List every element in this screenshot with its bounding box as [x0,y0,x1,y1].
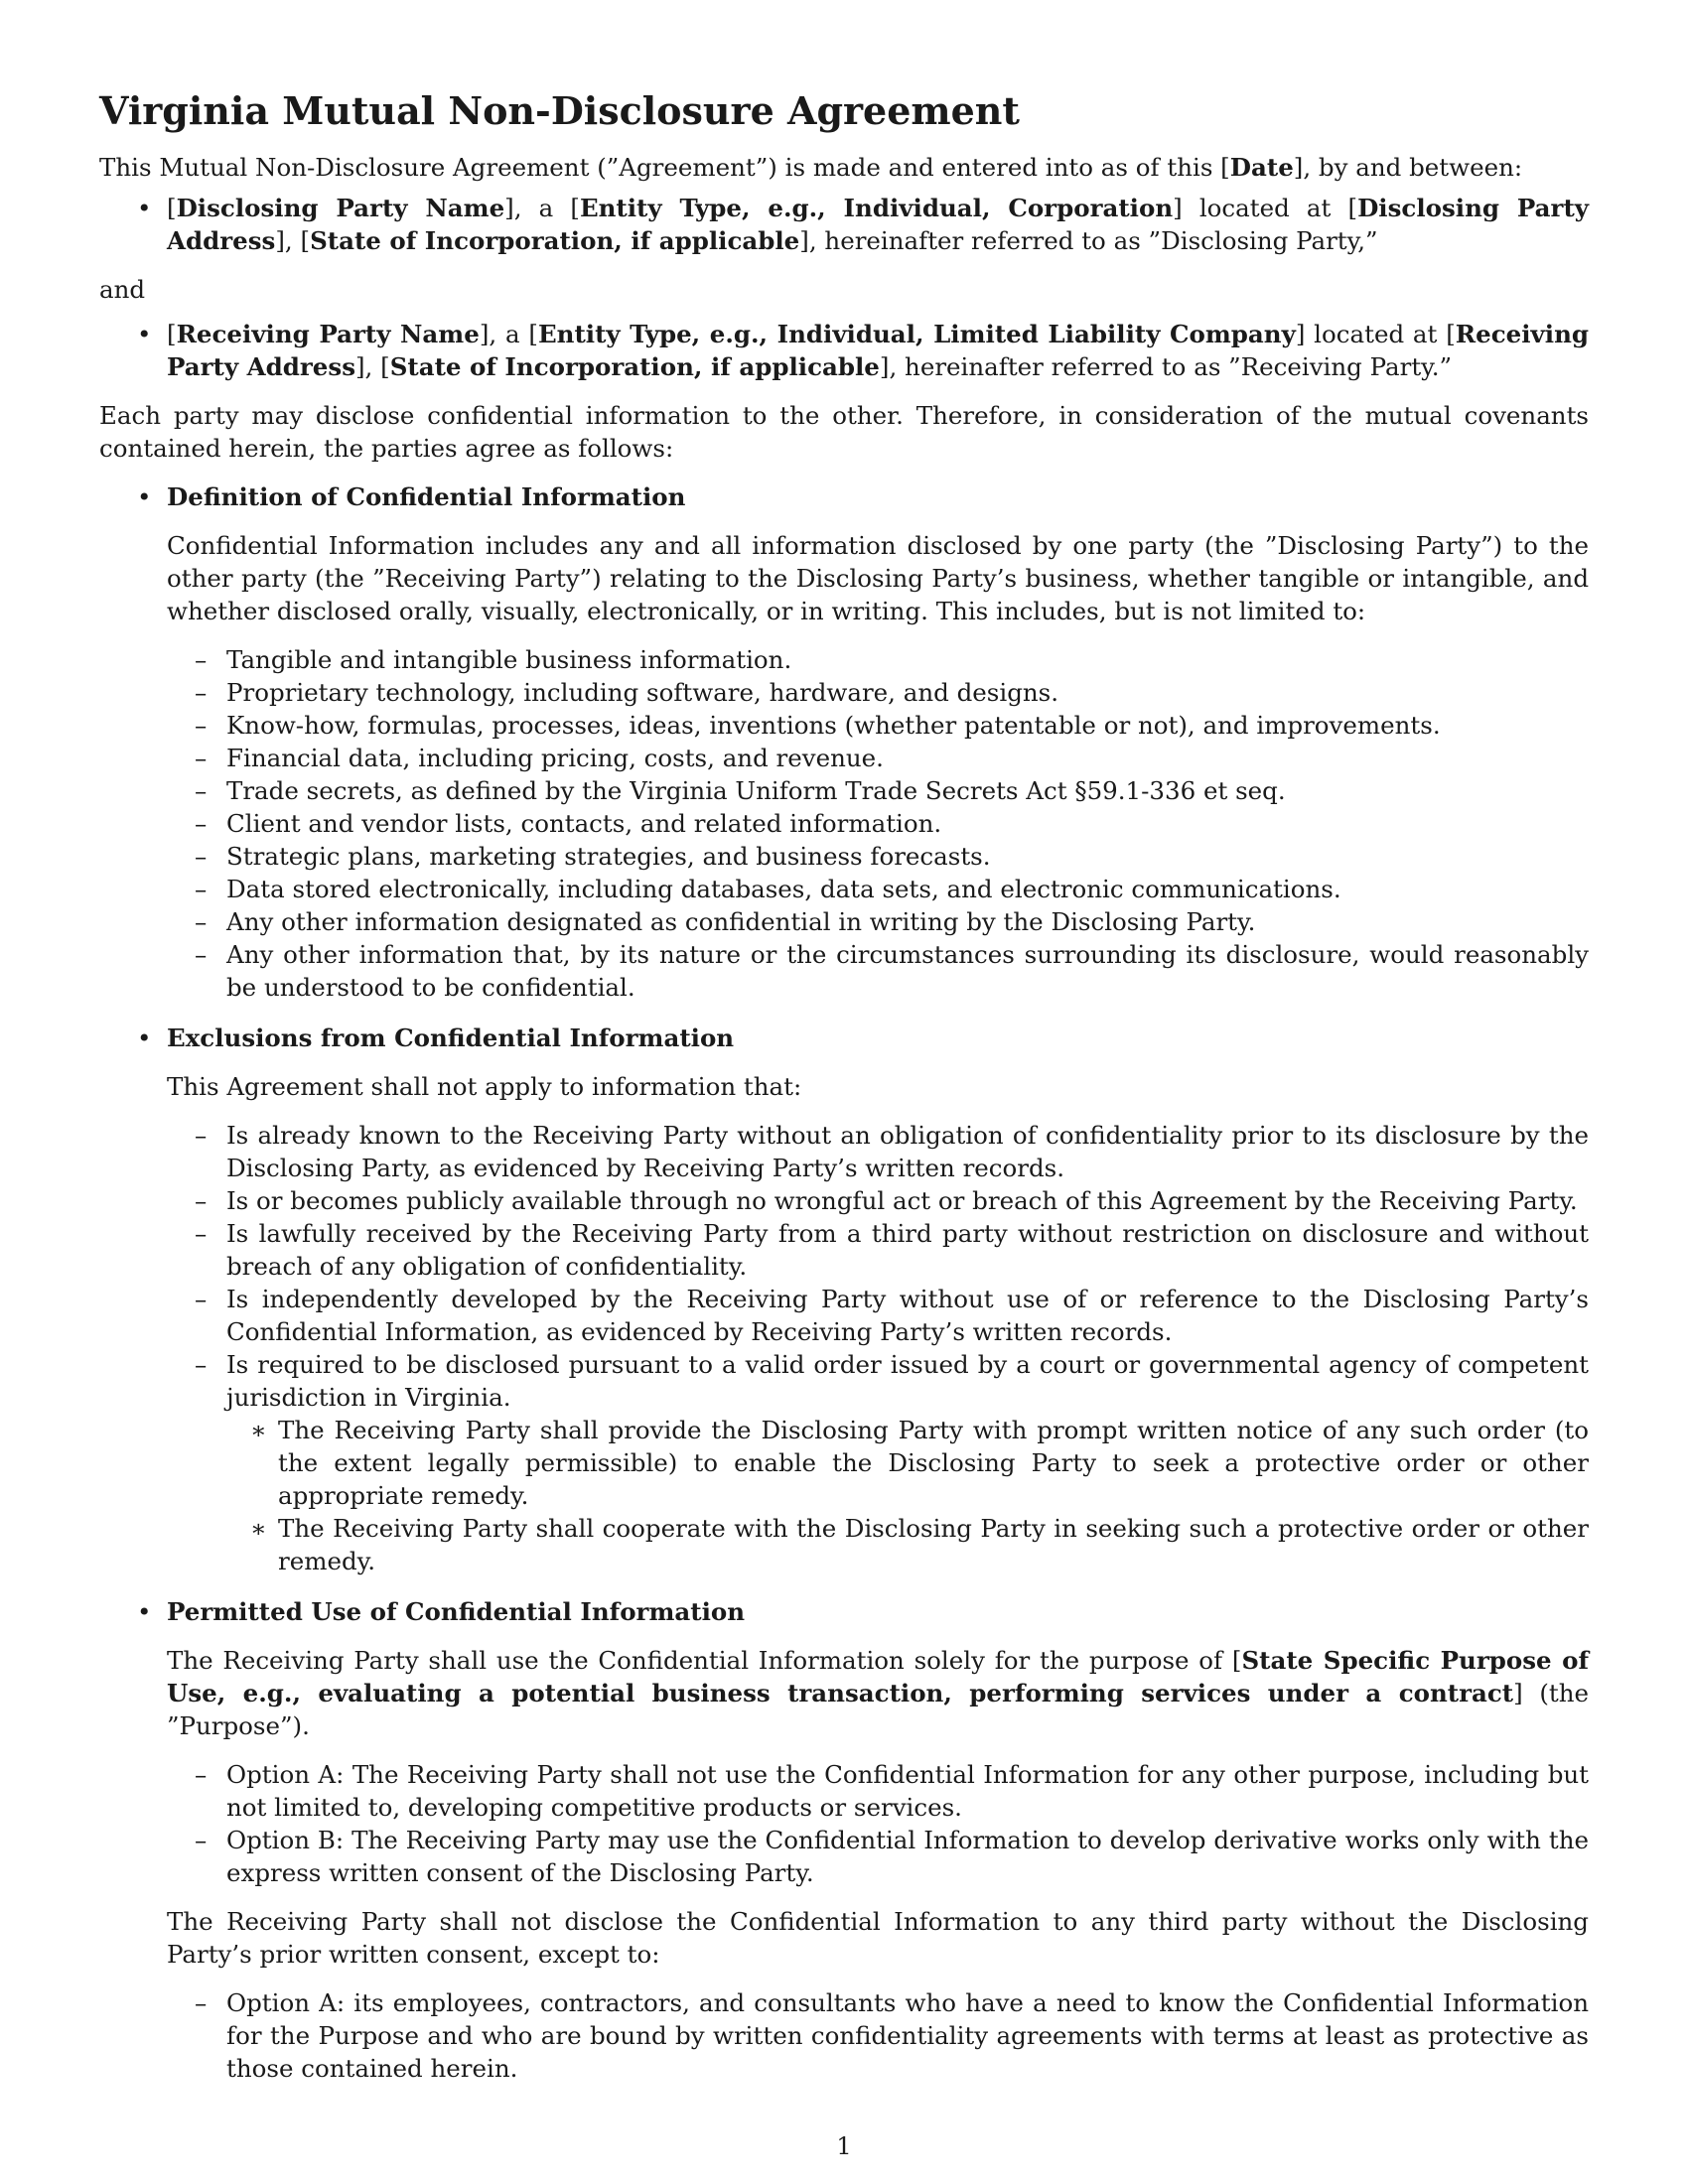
receiving-address-placeholder: Receiving Party Address [167,320,1590,381]
receiving-party-list [99,318,1589,383]
list-item-text: Is required to be disclosed pursuant to a valid order issued by a court or governmental agency of competent jurisdiction in Virginia. [226,1350,1589,1412]
section-title: • Exclusions from Confidential Information [167,1024,735,1052]
list-item [167,1348,1589,1577]
sub-list-item: ∗ The Receiving Party shall provide the Disclosing Party with prompt written notice of any such order (to the extent legally permissible) to enable the Disclosing Party to seek a protective order or other appropriate remedy. [226,1414,1589,1512]
section-paragraph: The Receiving Party shall use the Confidential Information solely for the purpose of [State Specific Purpose of Use, e.g., evaluating a potential business transaction, performing services under a contract] (the ”Purpose”). [167,1646,1589,1740]
list-item: – Any other information that, by its nature or the circumstances surrounding its disclosure, would reasonably be understood to be confidential. [167,938,1589,1004]
disclosure-options-list [167,1986,1589,2085]
section-title: • Permitted Use of Confidential Information [167,1597,746,1626]
court-order-sublist [226,1414,1589,1577]
list-item: – Option A: its employees, contractors, and consultants who have a need to know the Confidential Information for the Purpose and who are bound by written confidentiality agreements with terms at least as protective as those contained herein. [167,1986,1589,2085]
section-title: • Definition of Confidential Information [167,482,686,511]
intro-text: This Mutual Non-Disclosure Agreement (”Agreement”) is made and entered into as of this [ [99,153,1230,182]
list-item: – Financial data, including pricing, costs, and revenue. [167,742,1589,774]
receiving-state-placeholder: State of Incorporation, if applicable [389,352,880,381]
section-paragraph: This Agreement shall not apply to information that: [167,1072,802,1101]
receiving-entity-placeholder: Entity Type, e.g., Individual, Limited Liability Company [537,320,1296,348]
disclosing-address-placeholder: Disclosing Party Address [167,194,1589,255]
list-item: – Is or becomes publicly available through no wrongful act or breach of this Agreement by the Receiving Party. [167,1184,1589,1217]
list-item: – Proprietary technology, including software, hardware, and designs. [167,676,1589,709]
agreement-sections [99,480,1589,2085]
disclosing-party-item: • [Disclosing Party Name], a [Entity Type, e.g., Individual, Corporation] located at [Disclosing Party Address], [State of Incorporation, if applicable], hereinafter referred to as ”Disclosing Party,” [99,192,1589,257]
list-item: – Option A: The Receiving Party shall not use the Confidential Information for any other purpose, including but not limited to, developing competitive products or services. [167,1758,1589,1824]
list-item: – Is already known to the Receiving Party without an obligation of confidentiality prior to its disclosure by the Disclosing Party, as evidenced by Receiving Party’s written records. [167,1119,1589,1184]
section-definition [99,480,1589,1004]
list-item: – Any other information designated as confidential in writing by the Disclosing Party. [167,905,1589,938]
receiving-party-item: • [Receiving Party Name], a [Entity Type, e.g., Individual, Limited Liability Company] located at [Receiving Party Address], [State of Incorporation, if applicable], hereinafter referred to as ”Receiving Party.” [99,318,1589,383]
section-paragraph: The Receiving Party shall not disclose the Confidential Information to any third party without the Disclosing Party’s prior written consent, except to: [167,1907,1589,1969]
and-text: and [99,275,146,304]
section-exclusions [99,1022,1589,1577]
date-placeholder: Date [1229,153,1294,182]
section-permitted-use [99,1595,1589,2085]
document-page [99,87,1589,2103]
disclosing-state-placeholder: State of Incorporation, if applicable [310,226,800,255]
disclosing-party-list [99,192,1589,257]
exclusions-list [167,1119,1589,1577]
intro-paragraph [99,151,1589,184]
list-item: – Data stored electronically, including databases, data sets, and electronic communications. [167,873,1589,905]
use-options-list [167,1758,1589,1889]
disclosing-entity-placeholder: Entity Type, e.g., Individual, Corporation [579,194,1174,222]
consideration-paragraph: Each party may disclose confidential information to the other. Therefore, in consideration of the mutual covenants contained herein, the parties agree as follows: [99,401,1589,463]
definition-list [167,643,1589,1004]
list-item: – Is independently developed by the Receiving Party without use of or reference to the Disclosing Party’s Confidential Information, as evidenced by Receiving Party’s written records. [167,1283,1589,1348]
disclosing-name-placeholder: Disclosing Party Name [176,194,505,222]
list-item: – Know-how, formulas, processes, ideas, inventions (whether patentable or not), and improvements. [167,709,1589,742]
receiving-name-placeholder: Receiving Party Name [176,320,480,348]
list-item: – Trade secrets, as defined by the Virginia Uniform Trade Secrets Act §59.1-336 et seq. [167,774,1589,807]
list-item: – Option B: The Receiving Party may use the Confidential Information to develop derivative works only with the express written consent of the Disclosing Party. [167,1824,1589,1889]
sub-list-item: ∗ The Receiving Party shall cooperate with the Disclosing Party in seeking such a protective order or other remedy. [226,1512,1589,1577]
list-item: – Is lawfully received by the Receiving Party from a third party without restriction on disclosure and without breach of any obligation of confidentiality. [167,1217,1589,1283]
list-item: – Tangible and intangible business information. [167,643,1589,676]
section-paragraph: Confidential Information includes any and all information disclosed by one party (the ”Disclosing Party”) to the other party (the ”Receiving Party”) relating to the Disclosing Party’s business, whether tangible or intangible, and whether disclosed orally, visually, electronically, or in writing. This includes, but is not limited to: [167,531,1589,625]
page-number: 1 [836,2132,852,2160]
list-item: – Strategic plans, marketing strategies, and business forecasts. [167,840,1589,873]
purpose-placeholder: State Specific Purpose of Use, e.g., evaluating a potential business transaction, performing services under a contract [167,1646,1589,1707]
intro-text-end: ], by and between: [1293,153,1523,182]
document-title: Virginia Mutual Non-Disclosure Agreement [99,88,1020,133]
list-item: – Client and vendor lists, contacts, and related information. [167,807,1589,840]
